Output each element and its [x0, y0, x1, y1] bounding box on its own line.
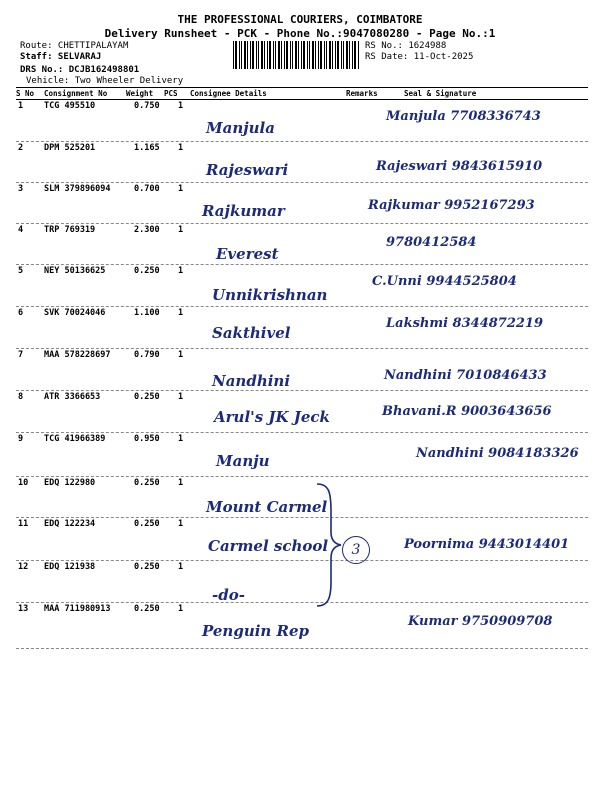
cell-consignment: EDQ 122234	[44, 519, 96, 529]
cell-weight: 0.700	[134, 184, 160, 194]
cell-sno: 10	[18, 478, 29, 488]
cell-weight: 0.250	[134, 266, 160, 276]
table-row	[16, 434, 588, 474]
document-title: THE PROFESSIONAL COURIERS, COIMBATORE	[177, 13, 423, 26]
cell-weight: 0.250	[134, 478, 160, 488]
rs-date: RS Date: 11-Oct-2025	[365, 52, 474, 62]
table-row	[16, 184, 588, 224]
table-row	[16, 604, 588, 644]
cell-pcs: 1	[178, 392, 184, 402]
row-separator	[16, 602, 588, 603]
table-row	[16, 225, 588, 265]
table-row	[16, 350, 588, 390]
document-subtitle: Delivery Runsheet - PCK - Phone No.:9047080280 - Page No.:1	[104, 27, 496, 40]
cell-consignment: TCG 495510	[44, 101, 96, 111]
header-top-rule	[16, 87, 588, 88]
cell-sno: 1	[18, 101, 24, 111]
consignee-handwriting: Everest	[216, 245, 279, 263]
consignee-handwriting: Rajeswari	[206, 161, 289, 179]
cell-pcs: 1	[178, 266, 184, 276]
cell-sno: 6	[18, 308, 24, 318]
drs-number: DRS No.: DCJB162498801	[20, 65, 140, 75]
cell-weight: 1.100	[134, 308, 160, 318]
consignee-handwriting: Carmel school	[208, 537, 329, 555]
cell-consignment: SLM 379896094	[44, 184, 111, 194]
col-sno: S No	[16, 89, 35, 98]
col-weight: Weight	[126, 89, 154, 98]
consignee-handwriting: Arul's JK Jeck	[214, 408, 330, 426]
signature-handwriting: Nandhini 7010846433	[384, 368, 547, 383]
consignee-handwriting: Mount Carmel	[206, 498, 328, 516]
cell-sno: 8	[18, 392, 24, 402]
row-separator	[16, 432, 588, 433]
col-consignment: Consignment No	[44, 89, 108, 98]
row-separator	[16, 141, 588, 142]
cell-pcs: 1	[178, 604, 184, 614]
cell-weight: 0.250	[134, 604, 160, 614]
rs-number: RS No.: 1624988	[365, 41, 447, 51]
group-count-mark: 3	[342, 536, 370, 564]
row-separator	[16, 264, 588, 265]
cell-pcs: 1	[178, 562, 184, 572]
row-separator	[16, 476, 588, 477]
cell-consignment: EDQ 121938	[44, 562, 96, 572]
cell-sno: 7	[18, 350, 24, 360]
signature-handwriting: Kumar 9750909708	[408, 614, 553, 629]
cell-consignment: MAA 711980913	[44, 604, 111, 614]
table-row	[16, 478, 588, 518]
col-remarks: Remarks	[346, 89, 378, 98]
cell-weight: 0.250	[134, 519, 160, 529]
consignee-handwriting: Manju	[216, 452, 270, 470]
row-separator	[16, 306, 588, 307]
cell-pcs: 1	[178, 308, 184, 318]
vehicle-label: Vehicle: Two Wheeler Delivery	[26, 76, 184, 86]
cell-sno: 5	[18, 266, 24, 276]
signature-handwriting: C.Unni 9944525804	[372, 274, 517, 289]
cell-weight: 2.300	[134, 225, 160, 235]
signature-handwriting: Lakshmi 8344872219	[386, 316, 544, 331]
row-separator	[16, 182, 588, 183]
row-separator	[16, 560, 588, 561]
col-pcs: PCS	[164, 89, 178, 98]
signature-handwriting: Manjula 7708336743	[386, 109, 541, 124]
cell-consignment: MAA 578228697	[44, 350, 111, 360]
cell-consignment: TCG 41966389	[44, 434, 106, 444]
row-separator	[16, 517, 588, 518]
consignee-handwriting: -do-	[212, 586, 245, 604]
cell-consignment: TRP 769319	[44, 225, 96, 235]
cell-sno: 12	[18, 562, 29, 572]
row-separator	[16, 223, 588, 224]
cell-weight: 0.250	[134, 392, 160, 402]
cell-pcs: 1	[178, 350, 184, 360]
row-separator	[16, 390, 588, 391]
cell-pcs: 1	[178, 184, 184, 194]
header-bottom-rule	[16, 99, 588, 100]
row-separator	[16, 648, 588, 649]
signature-handwriting: Nandhini 9084183326	[416, 446, 579, 461]
table-row	[16, 519, 588, 559]
cell-weight: 0.750	[134, 101, 160, 111]
cell-sno: 4	[18, 225, 24, 235]
consignee-handwriting: Rajkumar	[202, 202, 285, 220]
staff-label: Staff: SELVARAJ	[20, 52, 102, 62]
col-consignee: Consignee Details	[190, 89, 267, 98]
col-seal: Seal & Signature	[404, 89, 477, 98]
table-row	[16, 266, 588, 306]
signature-handwriting: Rajkumar 9952167293	[368, 198, 535, 213]
consignee-handwriting: Manjula	[206, 119, 275, 137]
cell-sno: 2	[18, 143, 24, 153]
cell-consignment: DPM 525201	[44, 143, 96, 153]
cell-pcs: 1	[178, 101, 184, 111]
consignee-handwriting: Nandhini	[212, 372, 291, 390]
consignee-handwriting: Unnikrishnan	[212, 286, 328, 304]
cell-pcs: 1	[178, 225, 184, 235]
table-row	[16, 143, 588, 183]
table-row	[16, 101, 588, 141]
table-row	[16, 392, 588, 432]
consignee-handwriting: Sakthivel	[212, 324, 291, 342]
table-row	[16, 562, 588, 602]
cell-consignment: NEY 50136625	[44, 266, 106, 276]
cell-pcs: 1	[178, 519, 184, 529]
cell-consignment: ATR 3366653	[44, 392, 101, 402]
cell-weight: 1.165	[134, 143, 160, 153]
cell-weight: 0.250	[134, 562, 160, 572]
cell-sno: 3	[18, 184, 24, 194]
route-label: Route: CHETTIPALAYAM	[20, 41, 129, 51]
cell-sno: 11	[18, 519, 29, 529]
cell-sno: 13	[18, 604, 29, 614]
table-row	[16, 308, 588, 348]
cell-sno: 9	[18, 434, 24, 444]
consignee-handwriting: Penguin Rep	[202, 622, 310, 640]
signature-handwriting: Rajeswari 9843615910	[376, 159, 543, 174]
cell-weight: 0.950	[134, 434, 160, 444]
row-separator	[16, 348, 588, 349]
cell-weight: 0.790	[134, 350, 160, 360]
cell-pcs: 1	[178, 434, 184, 444]
cell-pcs: 1	[178, 478, 184, 488]
cell-consignment: EDQ 122980	[44, 478, 96, 488]
signature-handwriting: Bhavani.R 9003643656	[382, 404, 552, 419]
signature-handwriting: 9780412584	[386, 235, 477, 250]
cell-consignment: SVK 70024046	[44, 308, 106, 318]
barcode-image	[233, 41, 361, 69]
signature-handwriting: Poornima 9443014401	[404, 537, 570, 552]
cell-pcs: 1	[178, 143, 184, 153]
